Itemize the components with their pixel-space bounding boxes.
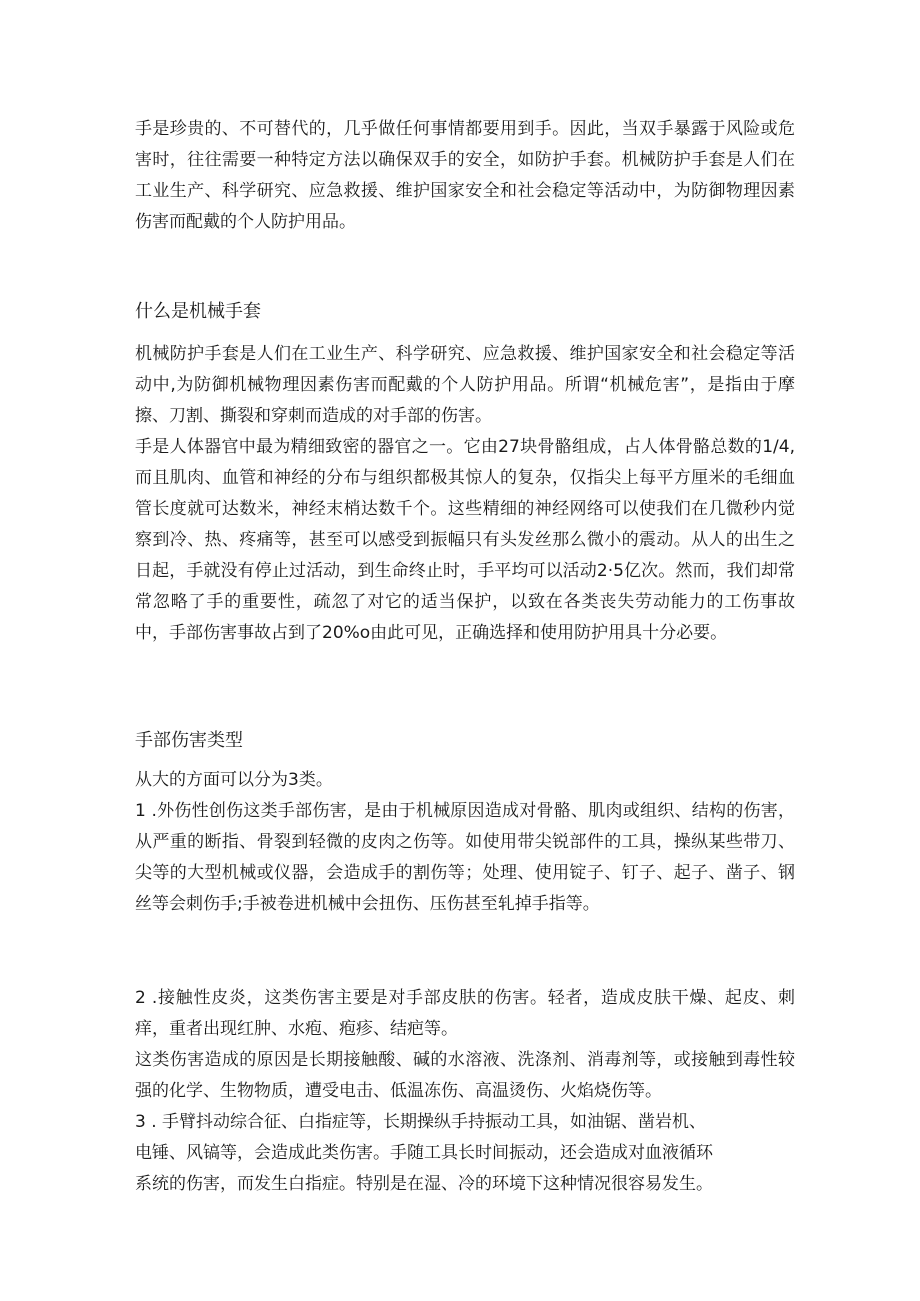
injury-type-3-line-1: 3 . 手臂抖动综合征、白指症等，长期操纵手持振动工具，如油锯、凿岩机、 xyxy=(135,1112,707,1132)
injury-type-3-line-2: 电锤、风镐等，会造成此类伤害。手随工具长时间振动，还会造成对血液循环 xyxy=(135,1143,713,1163)
section-heading-hand-injury-types: 手部伤害类型 xyxy=(135,730,243,751)
injury-type-2-causes: 这类伤害造成的原因是长期接触酸、碱的水溶液、洗涤剂、消毒剂等，或接触到毒性较强的化学、生物物质，遭受电击、低温冻伤、高温烫伤、火焰烧伤等。 xyxy=(135,1050,795,1101)
injury-type-1: 1 .外伤性创伤这类手部伤害，是由于机械原因造成对骨骼、肌肉或组织、结构的伤害，从严重的断指、骨裂到轻微的皮肉之伤等。如使用带尖锐部件的工具，操纵某些带刀、尖等的大型机械或仪器，会造成手的割伤等；处理、使用锭子、钉子、起子、凿子、钢丝等会刺伤手;手被卷进机械中会扭伤、压伤甚至轧掉手指等。 xyxy=(135,801,795,914)
section-heading-mechanical-gloves: 什么是机械手套 xyxy=(135,301,261,322)
section2-lead: 从大的方面可以分为3类。 xyxy=(135,770,333,790)
intro-paragraph: 手是珍贵的、不可替代的，几乎做任何事情都要用到手。因此，当双手暴露于风险或危害时，往往需要一种特定方法以确保双手的安全，如防护手套。机械防护手套是人们在工业生产、科学研究、应急救援、维护国家安全和社会稳定等活动中，为防御物理因素伤害而配戴的个人防护用品。 xyxy=(135,119,795,232)
injury-type-2: 2 .接触性皮炎，这类伤害主要是对手部皮肤的伤害。轻者，造成皮肤干燥、起皮、刺痒，重者出现红肿、水疱、疱疹、结疤等。 xyxy=(135,988,795,1039)
injury-type-3-line-3: 系统的伤害，而发生白指症。特别是在湿、冷的环境下这种情况很容易发生。 xyxy=(135,1174,713,1194)
section1-paragraph-1: 机械防护手套是人们在工业生产、科学研究、应急救援、维护国家安全和社会稳定等活动中,为防御机械物理因素伤害而配戴的个人防护用品。所谓“机械危害”，是指由于摩擦、刀割、撕裂和穿刺而造成的对手部的伤害。 xyxy=(135,344,795,426)
section1-paragraph-2: 手是人体器官中最为精细致密的器官之一。它由27块骨骼组成，占人体骨骼总数的1/4,而且肌肉、血管和神经的分布与组织都极其惊人的复杂，仅指尖上每平方厘米的毛细血管长度就可达数米，神经末梢达数千个。这些精细的神经网络可以使我们在几微秒内觉察到冷、热、疼痛等，甚至可以感受到振幅只有头发丝那么微小的震动。从人的出生之日起，手就没有停止过活动，到生命终止时，手平均可以活动2·5亿次。然而，我们却常常忽略了手的重要性，疏忽了对它的适当保护，以致在各类丧失劳动能力的工伤事故中，手部伤害事故占到了20%o由此可见，正确选择和使用防护用具十分必要。 xyxy=(135,437,795,643)
